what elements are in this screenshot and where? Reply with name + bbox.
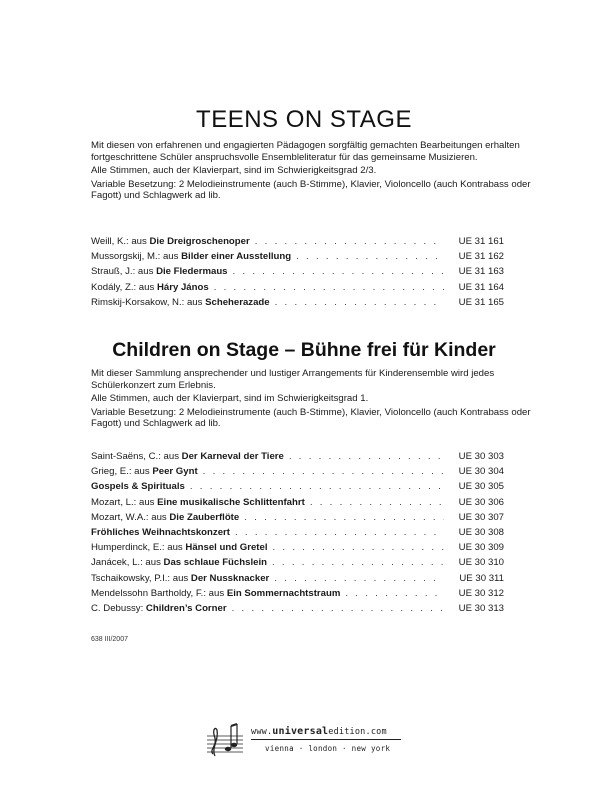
children-title: Children on Stage – Bühne frei für Kinder [112,339,496,361]
list-item: Weill, K.: aus Die Dreigroschenoper . . . UE 31 161 [91,236,504,251]
list-item: Humperdinck, E.: aus Hänsel und Gretel . . . UE 30 309 [91,542,504,557]
children-intro [91,368,531,432]
children-intro-line: Mit dieser Sammlung ansprechender und lustiger Arrangements für Kinderensemble wird jedes Schülerkonzert zum Erlebnis. [91,368,495,391]
teens-intro-line: Mit diesen von erfahrenen und engagierten Pädagogen sorgfältig gemachten Bearbeitungen erhalten fortgeschrittene Schüler anspruchsvolle Ensembleliteratur für das gemeinsame Musizieren. [91,140,520,163]
list-item: Mozart, W.A.: aus Die Zauberflöte . . . UE 30 307 [91,512,504,527]
teens-list [91,236,504,312]
list-item: Mussorgskij, M.: aus Bilder einer Ausstellung . . . UE 31 162 [91,251,504,266]
list-item: Rimskij-Korsakow, N.: aus Scheherazade . . . UE 31 165 [91,297,504,312]
list-item: C. Debussy: Children’s Corner . . . UE 30 313 [91,603,504,618]
list-item: Gospels & Spirituals . . . UE 30 305 [91,481,504,496]
music-note-logo-icon [203,722,249,762]
list-item: Tschaikowsky, P.I.: aus Der Nussknacker . . . UE 30 311 [91,573,504,588]
children-list [91,451,504,618]
publisher-cities: vienna · london · new york [265,744,391,753]
children-intro-line: Alle Stimmen, auch der Klavierpart, sind im Schwierigkeitsgrad 1. [91,393,369,405]
list-item: Kodály, Z.: aus Háry János . . . UE 31 164 [91,282,504,297]
publisher-logo [203,722,413,762]
list-item: Mozart, L.: aus Eine musikalische Schlittenfahrt . . . UE 30 306 [91,497,504,512]
children-intro-line: Variable Besetzung: 2 Melodieinstrumente (auch B-Stimme), Klavier, Violoncello (auch Kontrabass oder Fagott) und Schlagwerk ad lib. [91,406,531,430]
logo-divider [251,739,401,740]
list-item: Grieg, E.: aus Peer Gynt . . . UE 30 304 [91,466,504,481]
publisher-url: www.universaledition.com [251,726,387,737]
list-item: Mendelssohn Bartholdy, F.: aus Ein Sommernachtstraum . . . UE 30 312 [91,588,504,603]
footnote: 638 III/2007 [91,636,128,643]
list-item: Strauß, J.: aus Die Fledermaus . . . UE 31 163 [91,266,504,281]
teens-intro-line: Alle Stimmen, auch der Klavierpart, sind im Schwierigkeitsgrad 2/3. [91,165,377,177]
list-item: Saint-Saëns, C.: aus Der Karneval der Tiere . . . UE 30 303 [91,451,504,466]
teens-intro [91,140,531,204]
list-item: Fröhliches Weihnachtskonzert . . . UE 30 308 [91,527,504,542]
teens-intro-line: Variable Besetzung: 2 Melodieinstrumente (auch B-Stimme), Klavier, Violoncello (auch Kontrabass oder Fagott) und Schlagwerk ad lib. [91,178,531,202]
teens-title: TEENS ON STAGE [196,106,412,133]
list-item: Janácek, L.: aus Das schlaue Füchslein . . . UE 30 310 [91,557,504,572]
